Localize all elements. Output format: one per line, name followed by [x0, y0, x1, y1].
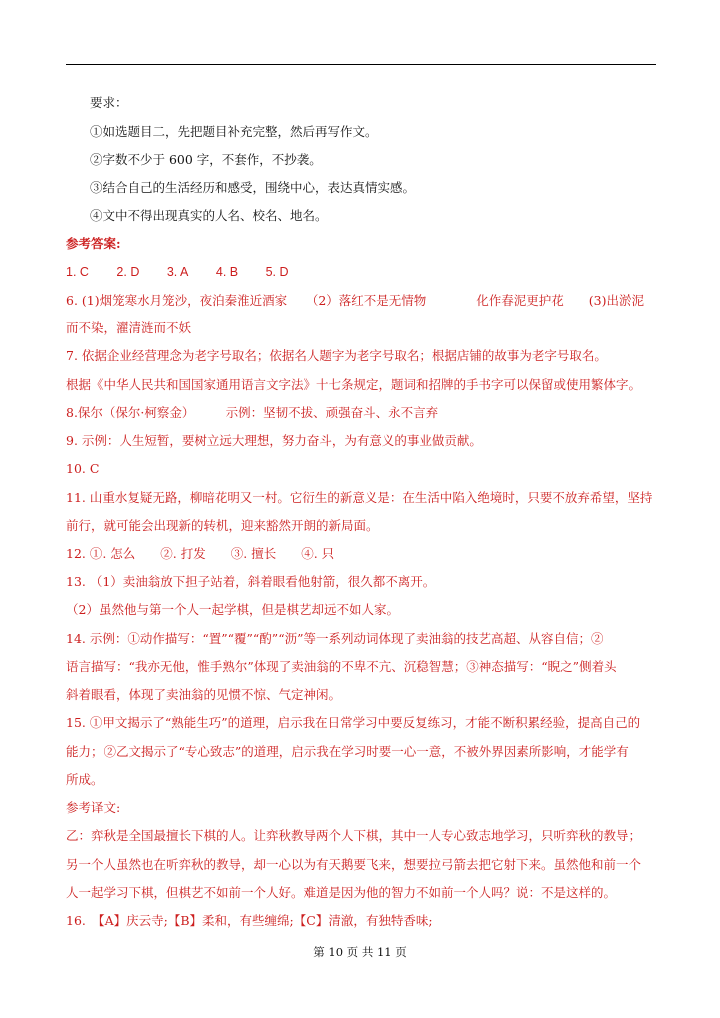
answer-6-line: 6. (1)烟笼寒水月笼沙，夜泊秦淮近酒家 （2）落红不是无情物 化作春泥更护花 (3)出淤泥 [66, 293, 645, 308]
requirement-item: ④文中不得出现真实的人名、校名、地名。 [90, 208, 328, 223]
mc-answer: 4. B [215, 265, 239, 279]
answer-13-line: 13. （1）卖油翁放下担子站着，斜着眼看他射箭，很久都不离开。 [66, 574, 436, 589]
answer-15-line: 15. ①甲文揭示了“熟能生巧”的道理，启示我在日常学习中要反复练习，才能不断积累经验，提高自己的 [66, 715, 641, 730]
mc-answer: 5. D [265, 265, 289, 279]
requirement-item: ③结合自己的生活经历和感受，围绕中心，表达真情实感。 [90, 180, 416, 195]
answer-9: 9. 示例：人生短暂，要树立远大理想，努力奋斗，为有意义的事业做贡献。 [66, 433, 482, 448]
answer-6-line: 而不染，濯清涟而不妖 [66, 320, 192, 335]
translation-line: 另一个人虽然也在听弈秋的教导，却一心以为有天鹅要飞来，想要拉弓箭去把它射下来。虽然他和前一个 [66, 857, 642, 872]
mc-answer: 2. D [116, 265, 140, 279]
answer-14-line: 语言描写：“我亦无他，惟手熟尔”体现了卖油翁的不卑不亢、沉稳智慧；③神态描写：“睨之”侧着头 [66, 659, 617, 674]
answer-16: 16. 【A】庆云寺;【B】柔和，有些缠绵;【C】清澈，有独特香味; [66, 913, 433, 928]
mc-answer: 3. A [166, 265, 189, 279]
translation-heading: 参考译文: [66, 800, 121, 815]
answer-8: 8.保尔（保尔·柯察金） 示例：坚韧不拔、顽强奋斗、永不言弃 [66, 405, 439, 420]
mc-answer: 1. C [66, 265, 89, 279]
requirement-item: ①如选题目二，先把题目补充完整，然后再写作文。 [90, 124, 378, 139]
answer-11-line: 11. 山重水复疑无路，柳暗花明又一村。它衍生的新意义是：在生活中陷入绝境时，只要不放弃希望，坚持 [66, 490, 653, 505]
mc-answers-row [66, 263, 313, 281]
page-footer: 第 10 页 共 11 页 [313, 945, 407, 959]
answer-11-line: 前行，就可能会出现新的转机，迎来豁然开朗的新局面。 [66, 518, 379, 533]
answer-15-line: 所成。 [66, 772, 104, 787]
answer-12: 12. ①. 怎么 ②. 打发 ③. 擅长 ④. 只 [66, 546, 335, 561]
answer-15-line: 能力；②乙文揭示了“专心致志”的道理，启示我在学习时要一心一意，不被外界因素所影响，才能学有 [66, 744, 629, 759]
answer-14-line: 斜着眼看，体现了卖油翁的见惯不惊、气定神闲。 [66, 687, 342, 702]
translation-line: 人一起学习下棋，但棋艺不如前一个人好。难道是因为他的智力不如前一个人吗？说：不是这样的。 [66, 885, 617, 900]
translation-line: 乙：弈秋是全国最擅长下棋的人。让弈秋教导两个人下棋，其中一人专心致志地学习，只听弈秋的教导； [66, 828, 642, 843]
answer-13-line: （2）虽然他与第一个人一起学棋，但是棋艺却远不如人家。 [66, 602, 399, 617]
requirement-item: ②字数不少于 600 字，不套作，不抄袭。 [90, 152, 322, 167]
answers-heading: 参考答案: [66, 236, 121, 251]
header-rule [66, 64, 656, 65]
answer-7-line: 7. 依据企业经营理念为老字号取名；依据名人题字为老字号取名；根据店铺的故事为老字号取名。 [66, 348, 607, 363]
answer-7-line: 根据《中华人民共和国国家通用语言文字法》十七条规定，题词和招牌的手书字可以保留或使用繁体字。 [66, 377, 642, 392]
answer-10: 10. C [66, 461, 100, 476]
answer-14-line: 14. 示例：①动作描写：“置”“覆”“酌”“沥”等一系列动词体现了卖油翁的技艺高超、从容自信；② [66, 631, 604, 646]
requirements-heading: 要求： [90, 95, 128, 110]
